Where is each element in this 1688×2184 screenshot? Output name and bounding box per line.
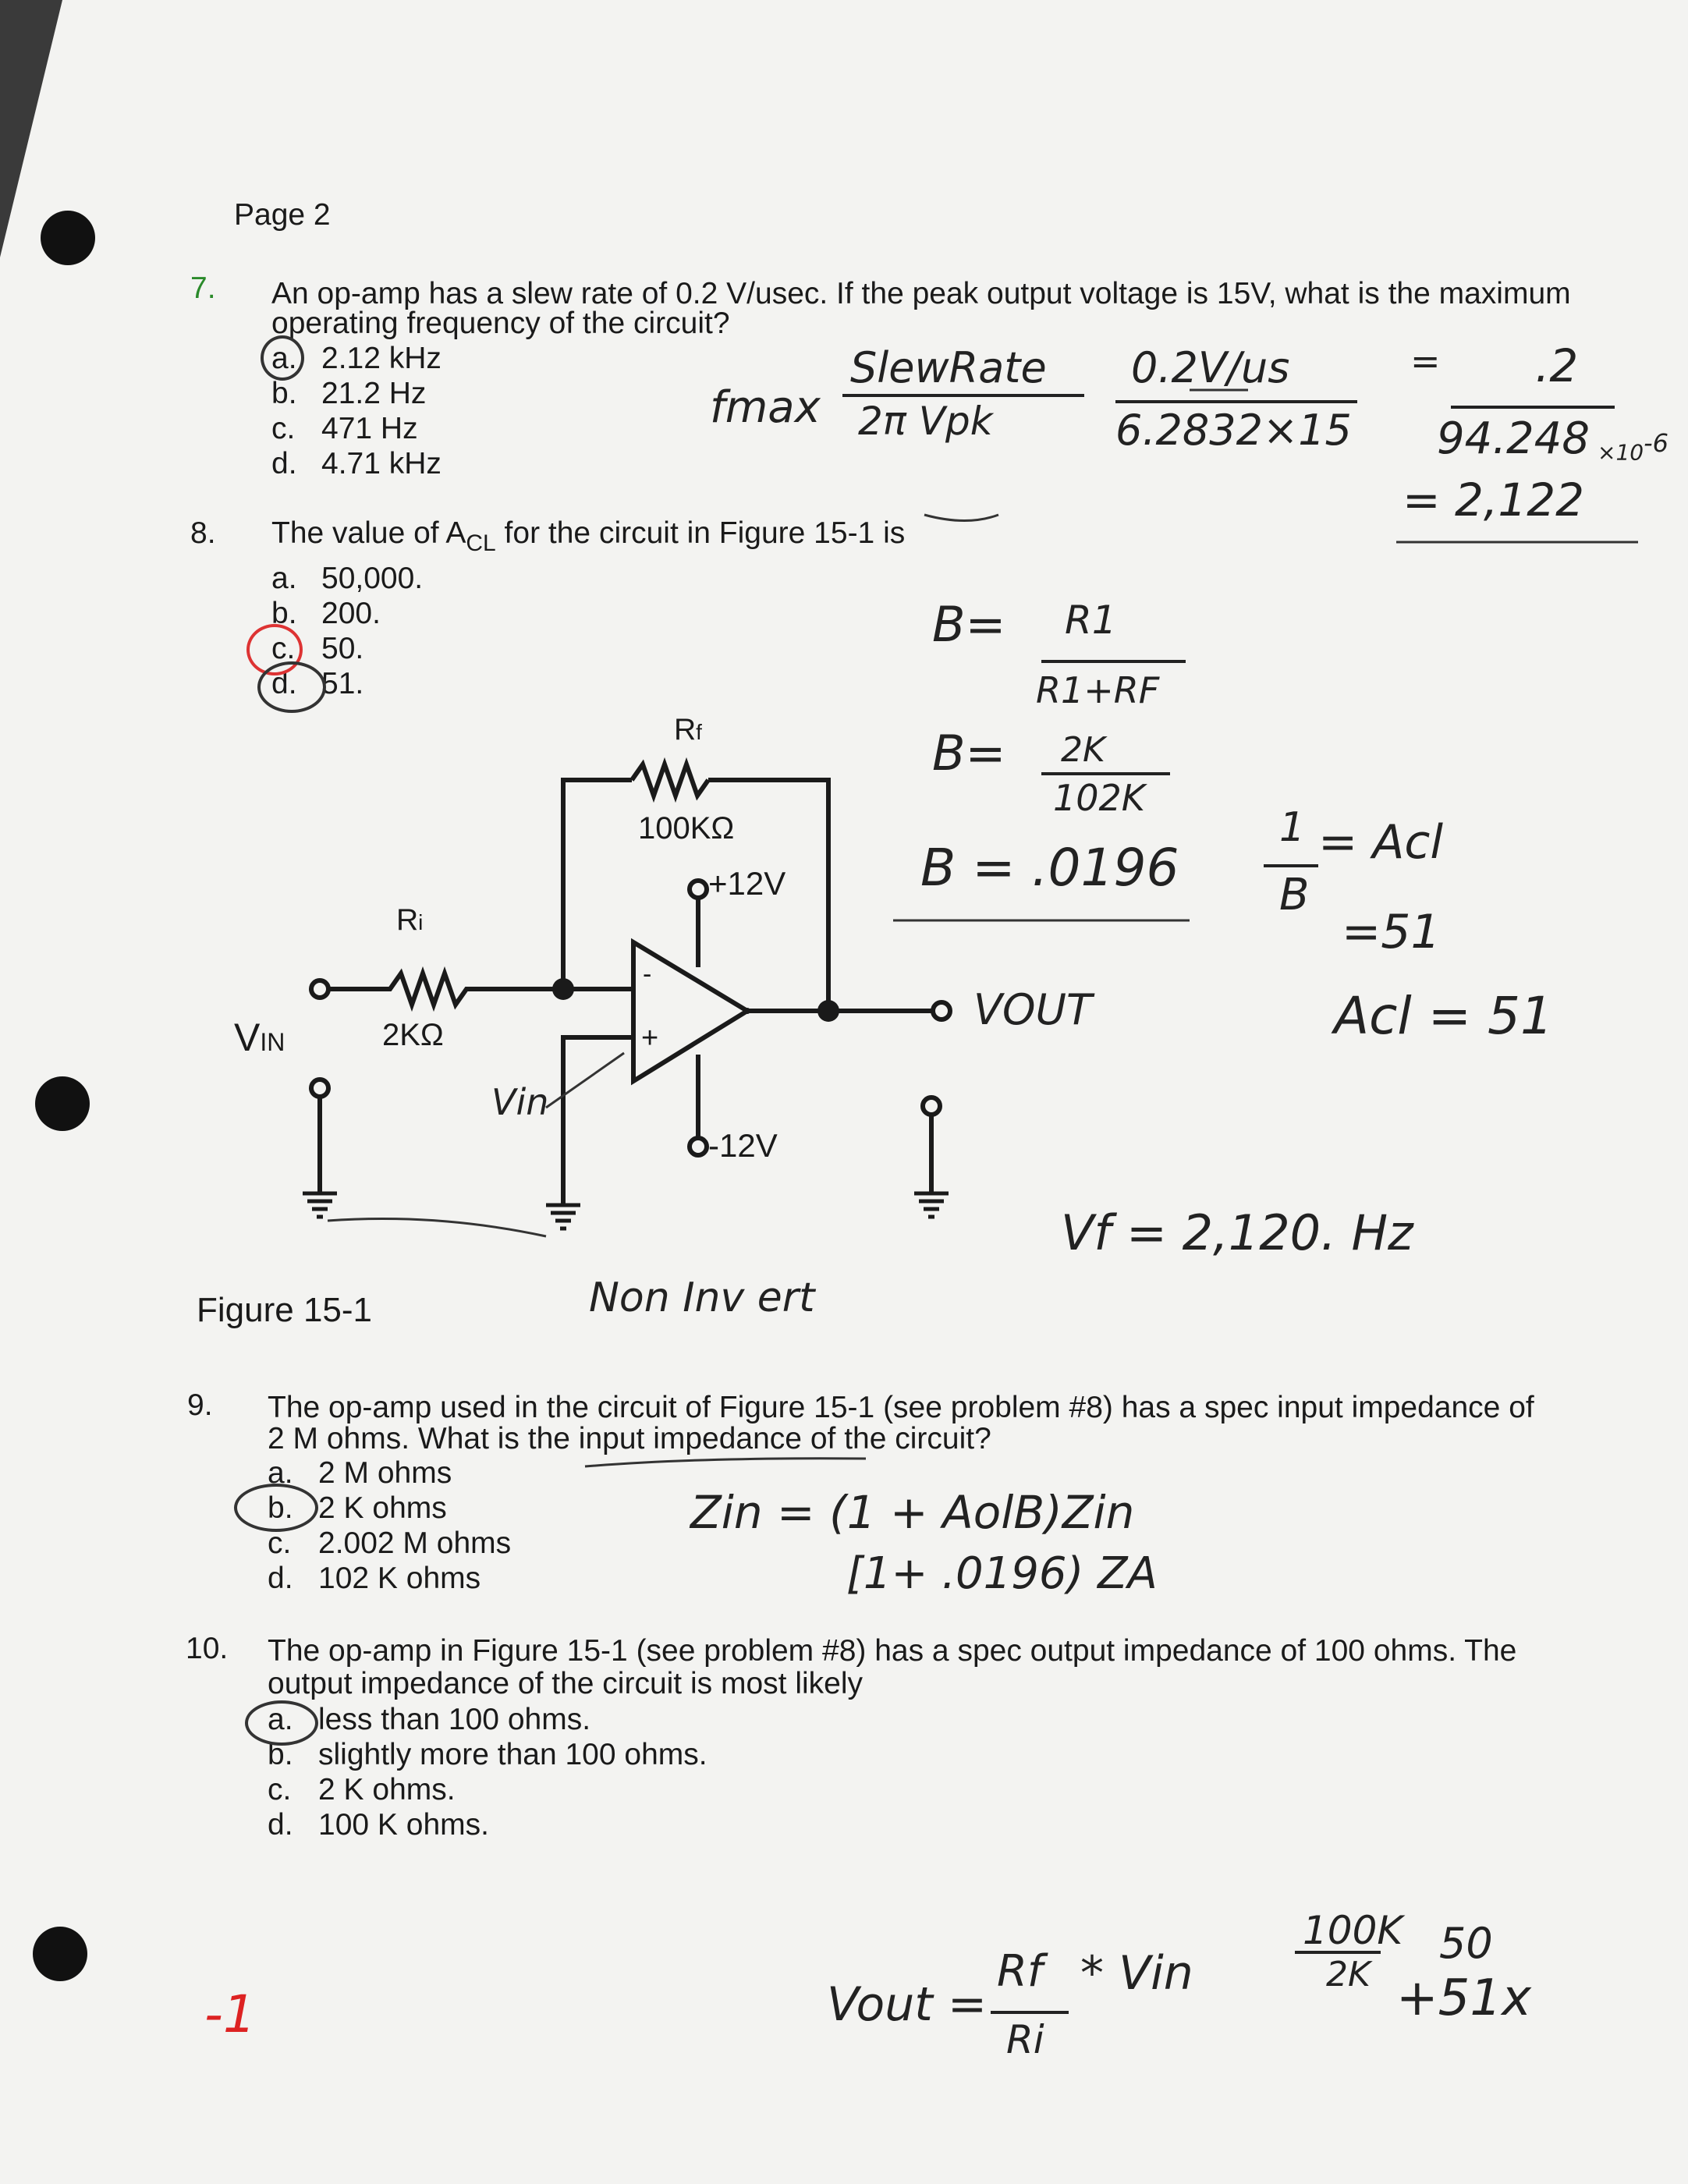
option-text: 2.12 kHz bbox=[321, 342, 442, 375]
hand-50: 50 bbox=[1439, 1919, 1493, 1968]
option-letter: a. bbox=[271, 342, 297, 375]
question-text: output impedance of the circuit is most likely bbox=[268, 1667, 864, 1700]
option-letter: c. bbox=[271, 412, 296, 445]
option-letter: d. bbox=[268, 1562, 293, 1595]
option-text: 471 Hz bbox=[321, 412, 418, 445]
hand-ratio-den: 2K bbox=[1326, 1955, 1371, 1994]
option-text: slightly more than 100 ohms. bbox=[318, 1738, 707, 1771]
question-number: 10. bbox=[186, 1632, 229, 1665]
figure-caption: Figure 15-1 bbox=[197, 1291, 373, 1329]
option-letter: d. bbox=[271, 447, 297, 480]
question-text: operating frequency of the circuit? bbox=[271, 307, 730, 340]
hand-vout-tail: * Vin bbox=[1080, 1946, 1193, 2001]
option-text: 4.71 kHz bbox=[321, 447, 442, 480]
option-text: 2 M ohms bbox=[318, 1456, 452, 1490]
hand-fmax: fmax bbox=[710, 382, 821, 433]
option-text: 50. bbox=[321, 632, 364, 665]
hand-vin: Vin bbox=[491, 1081, 549, 1123]
hand-eq: = bbox=[1410, 340, 1441, 382]
hand-vout-den: Ri bbox=[1006, 2017, 1044, 2062]
hand-b2-den: 102K bbox=[1053, 777, 1145, 819]
option-text: 2 K ohms bbox=[318, 1491, 447, 1525]
option-letter: c. bbox=[268, 1526, 292, 1560]
question-number: 7. bbox=[190, 271, 216, 305]
hand-vout-eq: Vout = bbox=[827, 1977, 988, 2032]
hand-zin1: Zin = (1 + AolB)Zin bbox=[690, 1486, 1135, 1539]
question-text: An op-amp has a slew rate of 0.2 V/usec. If the peak output voltage is 15V, what is the maximum bbox=[271, 277, 1571, 310]
hand-b: B bbox=[1279, 870, 1310, 920]
option-letter: b. bbox=[271, 377, 297, 410]
hand-b2-lhs: B= bbox=[932, 725, 1006, 782]
option-text: 102 K ohms bbox=[318, 1562, 481, 1595]
hand-b3: B = .0196 bbox=[920, 838, 1179, 898]
option-letter: a. bbox=[271, 562, 297, 595]
option-letter: b. bbox=[268, 1738, 293, 1771]
hand-acl-51: Acl = 51 bbox=[1334, 986, 1554, 1046]
hand-2pi-vpk: 2π Vpk bbox=[858, 399, 993, 444]
question-text: The op-amp used in the circuit of Figure 15-1 (see problem #8) has a spec input impedance of bbox=[268, 1391, 1534, 1424]
hand-zin2: [1+ .0196) ZA bbox=[846, 1548, 1158, 1599]
option-letter: c. bbox=[271, 632, 296, 665]
hand-b1-den: R1+RF bbox=[1036, 669, 1160, 711]
option-text: 21.2 Hz bbox=[321, 377, 427, 410]
score-mark: -1 bbox=[204, 1984, 256, 2044]
question-text: The op-amp in Figure 15-1 (see problem #8) has a spec output impedance of 100 ohms. The bbox=[268, 1634, 1517, 1668]
positive-supply: +12V bbox=[708, 865, 786, 902]
hand-frequency: Vf = 2,120. Hz bbox=[1061, 1204, 1413, 1261]
ri-value: 2KΩ bbox=[382, 1018, 444, 1052]
hand-frac2-den: 94.248 bbox=[1437, 413, 1590, 464]
hand-b2-num: 2K bbox=[1061, 730, 1105, 770]
option-letter: b. bbox=[271, 597, 297, 630]
option-letter: d. bbox=[268, 1808, 293, 1842]
hand-slewrate: SlewRate bbox=[850, 343, 1047, 392]
rf-label: Rf bbox=[674, 713, 702, 746]
question-text: The value of $A_{CL}$ for the circuit in Figure 15-1 is bbox=[271, 516, 906, 556]
hand-noninvert: Non Inv ert bbox=[589, 1275, 815, 1321]
option-text: 200. bbox=[321, 597, 381, 630]
hand-one: 1 bbox=[1279, 804, 1306, 851]
hand-vout-num: Rf bbox=[997, 1946, 1043, 1997]
hand-plus51: +51x bbox=[1396, 1970, 1531, 2027]
hand-frac1-num: 0.2V/us bbox=[1131, 343, 1290, 392]
rf-value: 100KΩ bbox=[638, 811, 735, 846]
hand-eq-51: =51 bbox=[1342, 905, 1441, 959]
option-letter: d. bbox=[271, 667, 297, 700]
option-letter: c. bbox=[268, 1773, 292, 1806]
hand-result: = 2,122 bbox=[1403, 473, 1585, 526]
option-text: 2 K ohms. bbox=[318, 1773, 456, 1806]
option-text: 2.002 M ohms bbox=[318, 1526, 512, 1560]
hand-ratio-num: 100K bbox=[1303, 1908, 1403, 1953]
option-text: 51. bbox=[321, 667, 364, 700]
option-letter: a. bbox=[268, 1456, 293, 1490]
page-label: Page 2 bbox=[234, 198, 331, 232]
hand-vout: VOUT bbox=[973, 985, 1092, 1034]
option-letter: a. bbox=[268, 1703, 293, 1736]
question-number: 9. bbox=[187, 1388, 213, 1422]
question-number: 8. bbox=[190, 516, 216, 550]
option-text: 50,000. bbox=[321, 562, 424, 595]
hand-frac2-num: .2 bbox=[1535, 339, 1579, 392]
option-text: less than 100 ohms. bbox=[318, 1703, 591, 1736]
hand-b1-lhs: B= bbox=[932, 596, 1006, 653]
option-letter: b. bbox=[268, 1491, 293, 1525]
inverting-input-sign: - bbox=[643, 959, 652, 989]
hand-exp: $\times 10^{-6}$ bbox=[1598, 428, 1668, 466]
noninverting-input-sign: + bbox=[641, 1022, 659, 1055]
negative-supply: -12V bbox=[708, 1127, 778, 1164]
hand-b1-num: R1 bbox=[1065, 597, 1117, 643]
vin-label: VIN bbox=[234, 1016, 285, 1059]
hand-eq-acl: = Acl bbox=[1318, 815, 1444, 870]
option-text: 100 K ohms. bbox=[318, 1808, 489, 1842]
question-text: 2 M ohms. What is the input impedance of the circuit? bbox=[268, 1422, 991, 1455]
hand-frac1-den: 6.2832×15 bbox=[1115, 406, 1352, 455]
ri-label: Ri bbox=[396, 903, 424, 937]
